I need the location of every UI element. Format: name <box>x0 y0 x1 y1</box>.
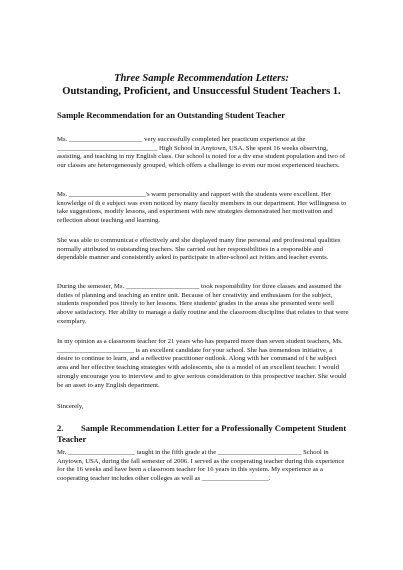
paragraph-4: During the semester, Ms. ______________________ took responsibility for three classes and assumed the duties of planning and teaching an entire unit. Because of her creativity and enthusiasm for the subject, students responded pos itively to her lessons. Here students' grades in the areas she presented were well above satisfactory. Her ability to manage a daily routine and the classroom discipline that relates to that were exemplary. <box>57 283 349 325</box>
section2-heading: Sample Recommendation Letter for a Professionally Competent Student Teacher <box>57 423 347 444</box>
paragraph-5: In my opinion as a classroom teacher for 21 years who has prepared more than seven student teachers, Ms. _______________________ is an excellent candidate for your school. She has tremendous initiative, a desire to continue to learn, and a reflective practitioner outlook. Along with her command of t he subject area and her effective teaching strategies with adolescents, she is a model of an excellent teacher. I would strongly encourage you to interview and to give serious consideration to this prospective teacher. She would be an asset to any English department. <box>57 338 347 389</box>
paragraph-2: Ms. _______________________'s warm personality and rapport with the students were excellent. Her knowledge of th e subject was even noticed by many faculty members in our department. Her willingness to take suggestions, modify lessons, and experiment with new strategies demonstrated her motivation and reflection about teaching and learning. <box>57 191 347 225</box>
document-title-line1: Three Sample Recommendation Letters: <box>114 73 289 84</box>
paragraph-1: Ms. ______________________ very successfully completed her practicum experience at the ______________________________ High School in Anytown, USA. She spent 16 weeks observing, assisting, and teaching in my English class. Our school is noted for a div erse student population and two of our classes are heterogeneously grouped, which offers a challenge to even our most experienced teachers. <box>57 136 346 170</box>
section1-heading: Sample Recommendation for an Outstanding Student Teacher <box>57 110 286 120</box>
paragraph-3: She was able to communicat e effectively and she displayed many fine personal and professional qualities normally attributed to outstanding teachers. She carried out her responsibilities in a responsible and dependable manner and consistently asked to participate in after-school act ivities and teacher events. <box>57 237 341 262</box>
section2-heading-block <box>57 423 357 445</box>
document-title-line2: Outstanding, Proficient, and Unsuccessful Student Teachers 1. <box>62 86 341 97</box>
section2-paragraph: Mr. ____________________ taught in the fifth grade at the _________________________ School in Anytown, USA, during the fall semester of 2006. I served as the cooperating teacher during this experience for the 16 weeks and have been a classroom teacher for 16 years in this system. My experience as a cooperating teacher includes other colleges as well as ____________________. <box>57 449 345 483</box>
closing-sincerely: Sincerely, <box>57 403 84 410</box>
section2-number: 2. <box>57 423 64 433</box>
